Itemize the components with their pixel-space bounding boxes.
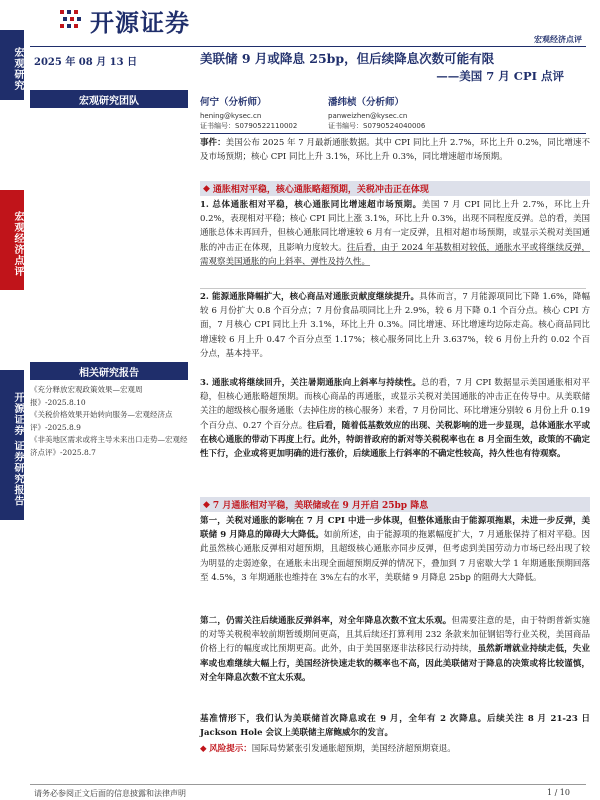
paragraph-bold: 往后看，随着低基数效应的出现、关税影响的进一步显现，总体通胀水平或在核心通胀的带动下再度上行。此外，特朗普政府的新对等关税税率也在 8 月全面生效，政策的不确定性下行，企业或将更加明确的进行涨价，后续通胀上行斜率的不确定性较高，持久性也有待观察。 [200, 420, 590, 460]
team-label: 宏观研究团队 [30, 90, 188, 108]
event-label: 事件： [200, 138, 226, 148]
report-date: 2025 年 08 月 13 日 [34, 57, 138, 68]
paragraph-2 [200, 290, 590, 361]
paragraph-3 [200, 376, 590, 461]
related-report-item[interactable]: 《关税价格效果开始转向服务—宏观经济点评》-2025.8.9 [30, 410, 173, 432]
author-name: 潘纬桢（分析师） [328, 97, 405, 108]
risk-text: 国际局势紧张引发通胀超预期，美国经济超预期衰退。 [251, 744, 456, 754]
paragraph-lead: 1. 总体通胀相对平稳，核心通胀同比增速超市场预期。 [200, 200, 422, 210]
page-number: 1 / 10 [546, 788, 570, 797]
author-name: 何宁（分析师） [200, 97, 267, 108]
author-divider [200, 133, 586, 134]
paragraph-text: 如前所述，由于能源项的拖累幅度扩大，7 月通胀保持了相对平稳。因此虽然核心通胀反弹相对超预期，且超级核心通胀亦同步反弹，但考虑到美国劳动力市场已经出现了较为明显的走弱迹象，在通胀未出现全面超预期反弹的情况下，叠加到 7 月密歇大学 1 年期通胀预期回落至 4.5%，3 年期通胀也维持在 3%左右的水平，美联储 9 月降息 25bp 的阻碍大大降低。 [200, 530, 590, 583]
section-heading [200, 181, 590, 196]
paragraph-text: 但需要注意的是，由于特朗普新实施的对等关税税率较前期暂缓期间更高，且其后续还打算利用 232 条款来加征钢铝等行业关税，美国商品价格上行的幅度或比预期更高。此外，由于美国驱逐非法移民行动持续， [200, 616, 590, 655]
report-subtitle: ——美国 7 月 CPI 点评 [436, 69, 564, 83]
paragraph-bold: 基准情形下，我们认为美联储首次降息或在 9 月，全年有 2 次降息。后续关注 8 月 21-23 日 Jackson Hole 会议上美联储主席鲍威尔的发言。 [200, 714, 590, 739]
paragraph-bold: 虽然新增就业持续走低，失业率或也难继续大幅上行，美国经济快速走软的概率也不高，因此美联储对于降息的决策或将比较谨慎，对全年降息次数不宜太乐观。 [200, 644, 590, 683]
side-strip-category: 宏观经济点评 [0, 190, 24, 290]
logo-mark-icon [58, 7, 84, 33]
paragraph-text: 总的看，7 月 CPI 数据显示美国通胀相对平稳，但核心通胀略超预期。而核心商品的再通胀，或显示关税对美国通胀的冲击正在传导中。从美联储关注的超级核心服务通胀（去掉住房的核心服务）来看，7 月份同比、环比增速分别较 6 月份上升 0.19 个百分点、0.27 个百分点。 [200, 378, 590, 431]
side-strip-macro: 宏观研究 [0, 30, 24, 100]
event-paragraph [200, 136, 590, 164]
paragraph-6 [200, 712, 590, 740]
author-email[interactable]: hening@kysec.cn [200, 112, 262, 120]
author-card [328, 94, 425, 131]
footer-divider [30, 784, 586, 785]
side-strip-brand: 开源证券 证券研究报告 [0, 370, 24, 520]
related-label: 相关研究报告 [30, 362, 188, 380]
paragraph-lead: 第二，仍需关注后续通胀反弹斜率，对全年降息次数不宜太乐观。 [200, 616, 452, 626]
report-title: 美联储 9 月或降息 25bp，但后续降息次数可能有限 [200, 51, 495, 66]
paragraph-lead: 第一，关税对通胀的影响在 7 月 CPI 中进一步体现，但整体通胀由于能源项拖累，未进一步反弹，美联储 9 月降息的障碍大大降低。 [200, 516, 590, 541]
brand-logo [58, 4, 238, 36]
diamond-bullet-icon: ◆ [200, 744, 207, 754]
event-text: 美国公布 2025 年 7 月最新通胀数据。其中 CPI 同比上升 2.7%，环比上升 0.2%，同比增速不及市场预期；核心 CPI 同比上升 3.1%，环比上升 0.3%，同比增速超市场预期。 [200, 138, 590, 163]
paragraph-tail: 往后看，由于 2024 年基数相对较低，通胀水平或将继续反弹，需观察美国通胀的向上斜率、弹性及持久性。 [200, 242, 590, 267]
risk-paragraph [200, 742, 590, 756]
paragraph-lead: 2. 能源通胀降幅扩大，核心商品对通胀贡献度继续提升。 [200, 292, 420, 302]
paragraph-5 [200, 614, 590, 685]
diamond-bullet-icon: ◆ [203, 499, 210, 510]
diamond-bullet-icon: ◆ [203, 183, 210, 194]
section-heading [200, 497, 590, 512]
author-email[interactable]: panweizhen@kysec.cn [328, 112, 408, 120]
paragraph-text: 美国 7 月 CPI 同比上升 2.7%，环比上升 0.2%，表现相对平稳；核心 CPI 同比上涨 3.1%，环比上升 0.3%，出现不同程度反弹。总的看，美国通胀总体未再回升，但核心通胀同比增速较 6 月有一定反弹，且相对超市场预期，或显示关税对美国通胀的冲击正在体现，且影响力度较大。 [200, 200, 590, 253]
header-divider [30, 46, 586, 47]
logo-text: 开源证券 [90, 8, 190, 37]
paragraph-text: 具体而言，7 月能源项同比下降 1.6%，降幅较 6 月份扩大 0.8 个百分点；7 月份食品项同比上升 2.9%，较 6 月下降 0.1 个百分点。核心 CPI 方面，7 月核心 CPI 同比上升 3.1%，环比上升 0.3%。同比增速、环比增速均边际走高。核心商品同比增速较 6 月上升 0.47 个百分点至 1.17%；核心服务同比上升 3.637%，较 6 月份上升约 0.02 个百分点，基本持平。 [200, 292, 590, 359]
report-category: 宏观经济点评 [534, 34, 582, 44]
risk-label: 风险提示： [209, 744, 252, 754]
section-heading-text: 通胀相对平稳，核心通胀略超预期，关税冲击正在体现 [212, 185, 429, 195]
section-heading-text: 7 月通胀相对平稳，美联储或在 9 月开启 25bp 降息 [212, 501, 429, 511]
related-report-item[interactable]: 《充分释放宏观政策效果—宏观周报》-2025.8.10 [30, 385, 143, 407]
paragraph-4 [200, 514, 590, 585]
paragraph-1 [200, 198, 590, 269]
related-report-list [30, 384, 190, 459]
paragraph-lead: 3. 通胀或将继续回升，关注暑期通胀向上斜率与持续性。 [200, 378, 422, 388]
paragraph-divider [200, 288, 586, 289]
footer-disclaimer: 请务必参阅正文后面的信息披露和法律声明 [34, 789, 186, 798]
related-report-item[interactable]: 《非美地区需求或将主导未来出口走势—宏观经济点评》-2025.8.7 [30, 435, 188, 457]
author-cert: 证书编号：S0790524040006 [328, 122, 426, 130]
author-card [200, 94, 297, 131]
author-cert: 证书编号：S0790522110002 [200, 122, 298, 130]
